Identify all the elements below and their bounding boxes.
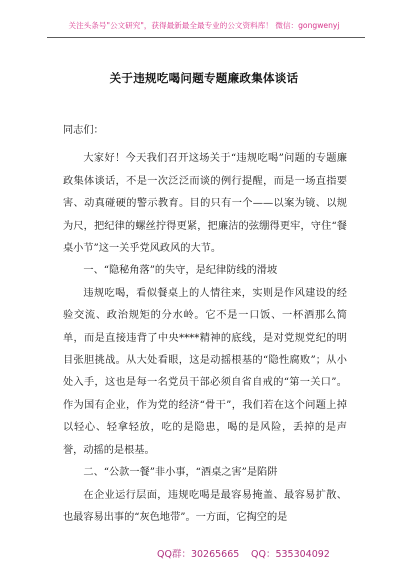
header-banner: 关注头条号"公文研究"，获得最新最全最专业的公文资料库！ 微信：gongwenyj bbox=[68, 21, 340, 30]
qq-contact-number: QQ：535304092 bbox=[251, 549, 330, 560]
document-body bbox=[63, 120, 347, 529]
qq-group-number: QQ群：30265665 bbox=[157, 549, 240, 560]
opening-paragraph: 大家好！今天我们召开这场关于“违规吃喝”问题的专题廉政集体谈话，不是一次泛泛而谈的例行提醒，而是一场直指要害、动真碰硬的警示教育。目的只有一个——以案为镜、以规为尺，把纪律的螺丝拧得更紧，把廉洁的弦绷得更牢，守住“餐桌小节”这一关乎党风政风的大节。 bbox=[63, 153, 347, 255]
document-title: 关于违规吃喝问题专题廉政集体谈话 bbox=[109, 71, 299, 85]
section-2-paragraph: 在企业运行层面，违规吃喝是最容易掩盖、最容易扩散、也最容易出事的“灰色地带”。一方面，它掏空的是 bbox=[63, 489, 347, 523]
salutation: 同志们： bbox=[63, 125, 104, 136]
section-1-paragraph: 违规吃喝，看似餐桌上的人情往来，实则是作风建设的经验交流、政治规矩的分水岭。它不是一口饭、一杯酒那么简单，而是直接违背了中央****精神的底线，是对党规党纪的明目张胆挑战。从大处看眼，这是动摇根基的“隐性腐败”；从小处入手，这也是每一名党员干部必须自省自戒的“第一关口”。作为国有企业，作为党的经济“骨干”，我们若在这个问题上掉以轻心、轻拿轻放，吃的是隐患，喝的是风险，丢掉的是声誉，动摇的是根基。 bbox=[63, 287, 347, 456]
section-heading-2: 二、“公款一餐”非小事，“酒桌之害”是陷阱 bbox=[83, 467, 278, 479]
section-heading-1: 一、“隐秘角落”的失守，是纪律防线的滑坡 bbox=[83, 265, 278, 277]
header-divider bbox=[47, 37, 365, 38]
